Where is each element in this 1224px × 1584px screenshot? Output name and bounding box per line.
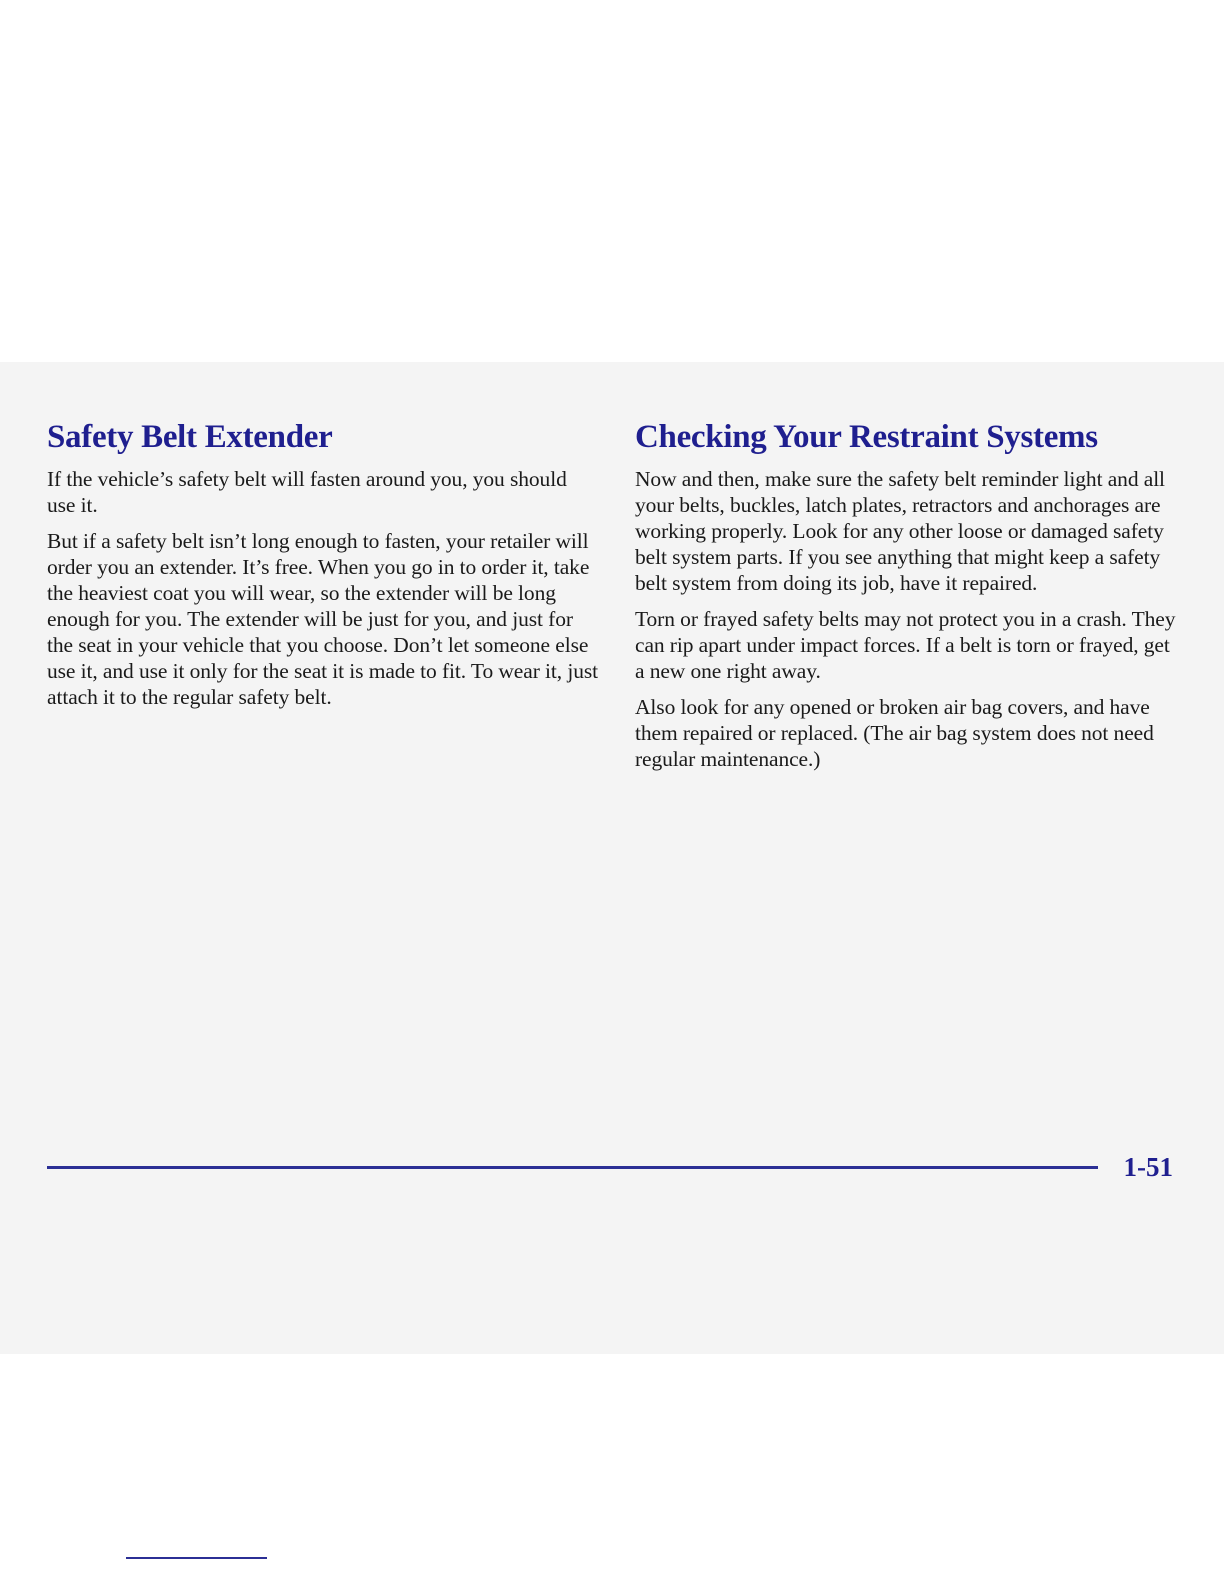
paragraph: Now and then, make sure the safety belt reminder light and all your belts, buckles, latch plates, retractors and anchorages are working properly. Look for any other loose or damaged safety belt system parts. If you see anything that might keep a safety belt system from doing its job, have it repaired. (635, 467, 1165, 595)
paragraph: Torn or frayed safety belts may not protect you in a crash. They can rip apart under impact forces. If a belt is torn or frayed, get a new one right away. (635, 607, 1176, 683)
paragraph: Also look for any opened or broken air bag covers, and have them repaired or replaced. (The air bag system does not need regular maintenance.) (635, 695, 1154, 771)
footer-rule (47, 1166, 1098, 1169)
bottom-underline-mark (126, 1557, 267, 1559)
safety-belt-extender-section (47, 418, 599, 720)
paragraph: If the vehicle’s safety belt will fasten around you, you should use it. (47, 467, 567, 517)
paragraph: But if a safety belt isn’t long enough to fasten, your retailer will order you an extender. It’s free. When you go in to order it, take the heaviest coat you will wear, so the extender will be long enough for you. The extender will be just for you, and just for the seat in your vehicle that you choose. Don’t let someone else use it, and use it only for the seat it is made to fit. To wear it, just attach it to the regular safety belt. (47, 529, 598, 709)
section-heading: Safety Belt Extender (47, 419, 333, 455)
section-heading: Checking Your Restraint Systems (635, 419, 1098, 455)
page-number: 1-51 (1123, 1152, 1173, 1182)
checking-restraint-systems-section (635, 418, 1183, 782)
